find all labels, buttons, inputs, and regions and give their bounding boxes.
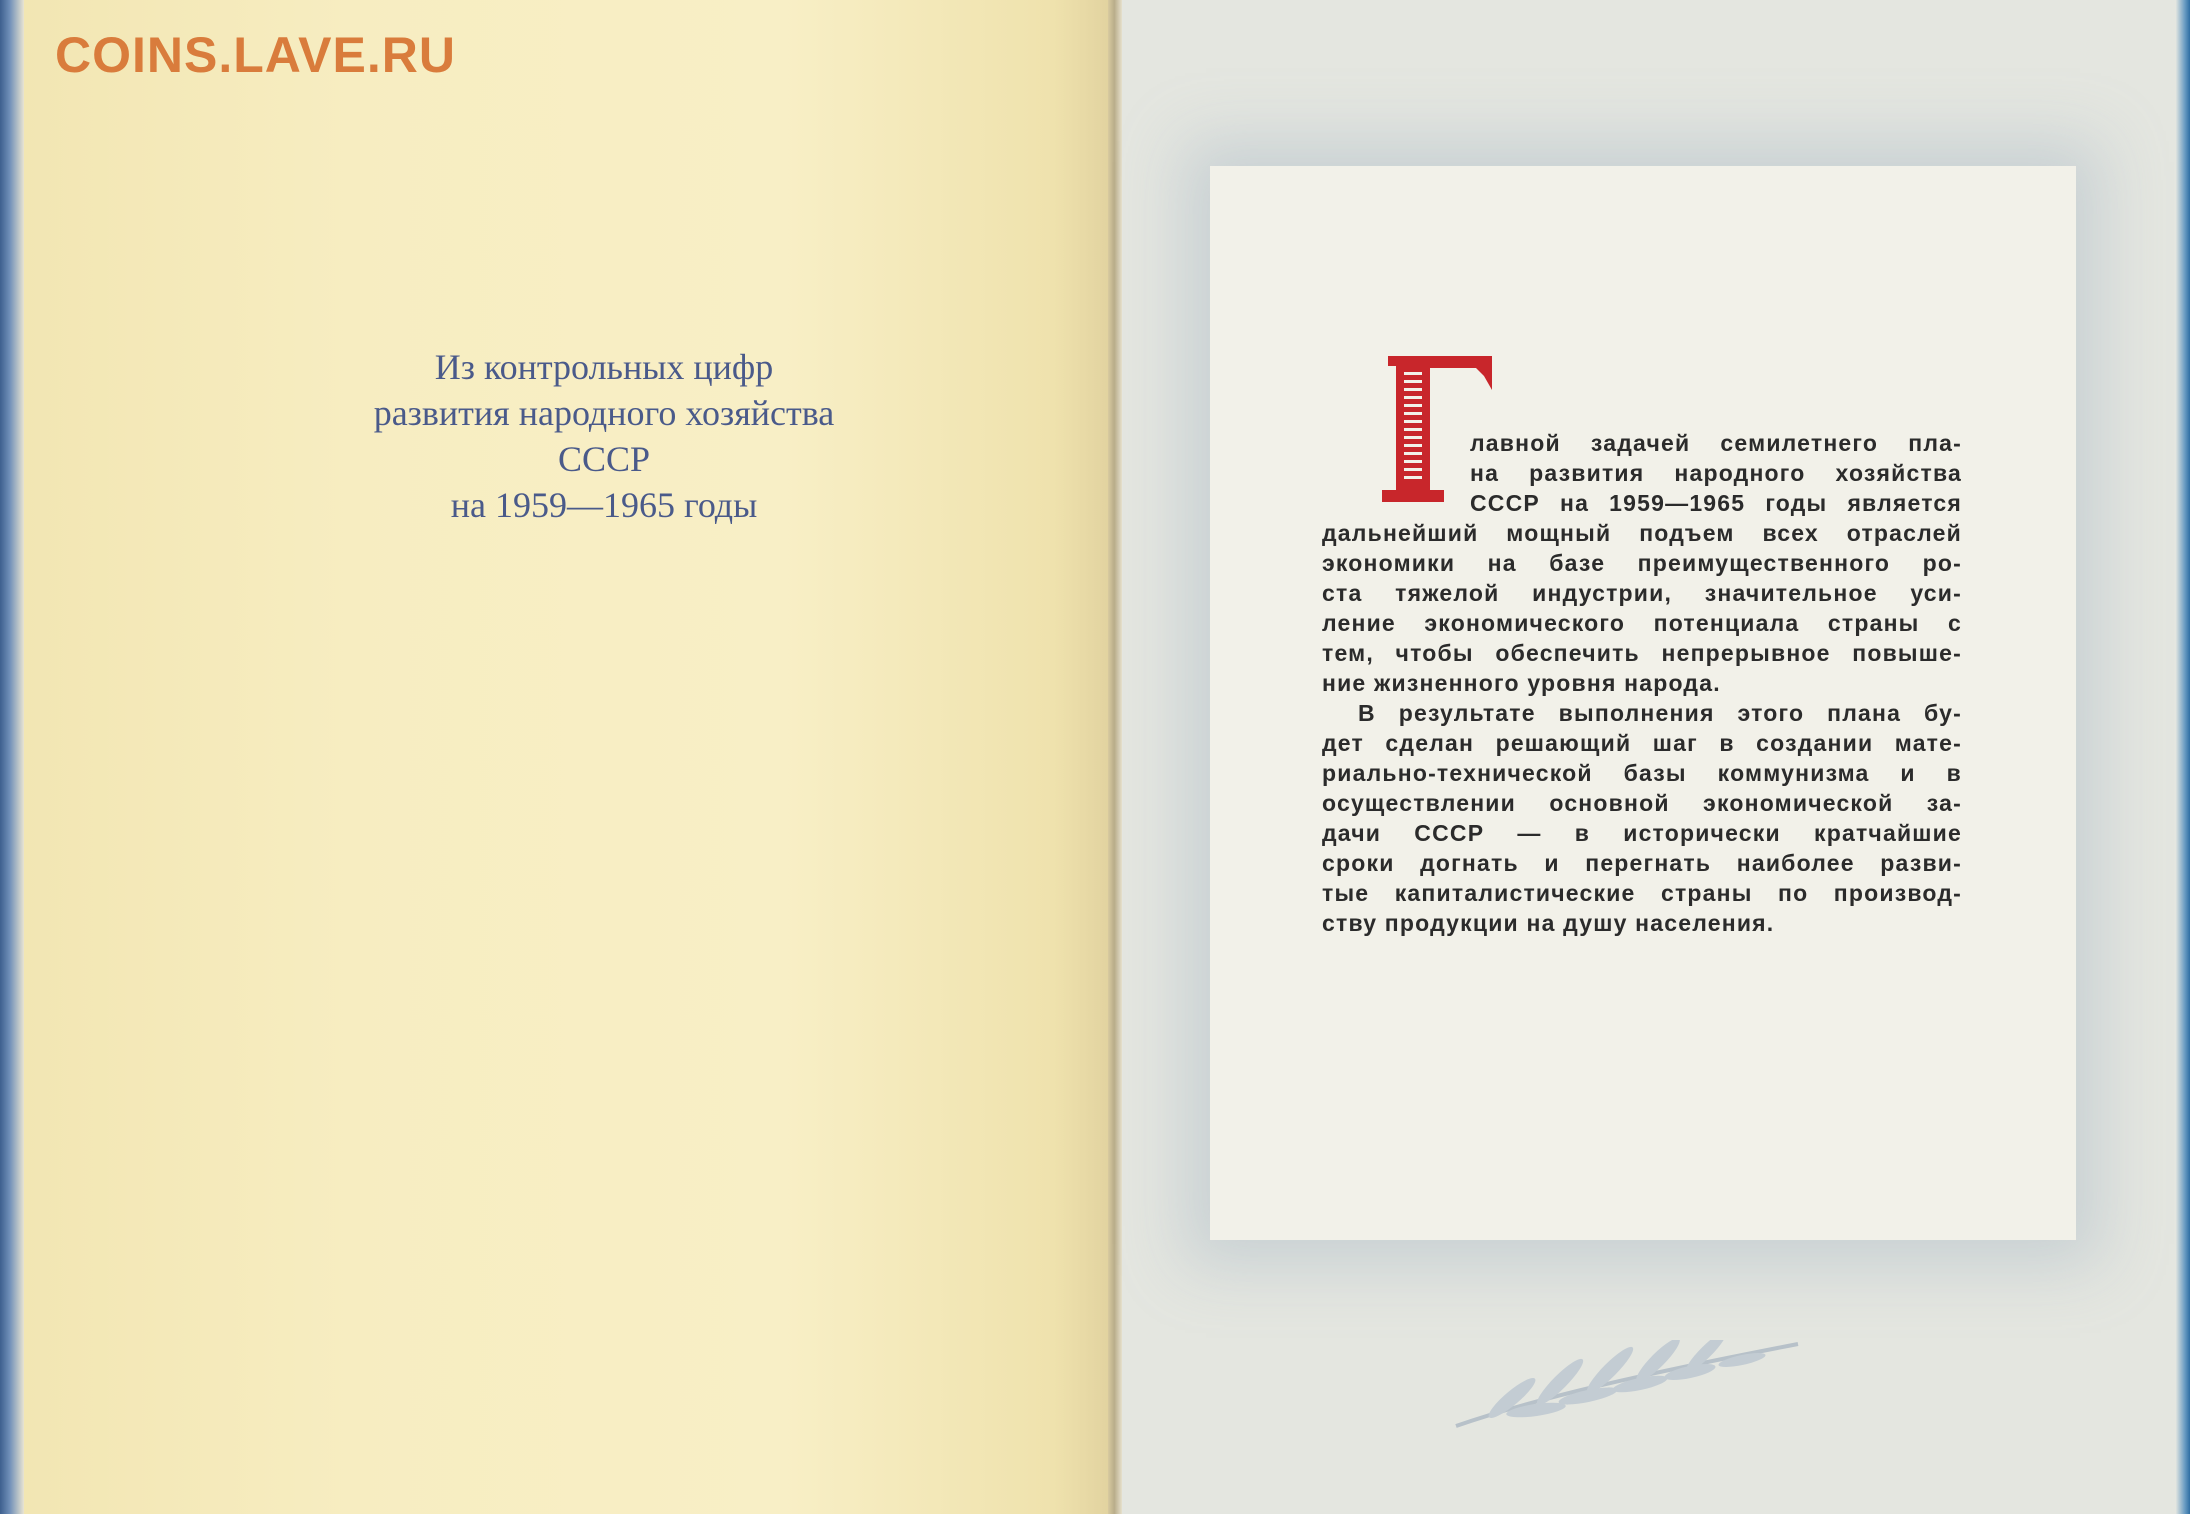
text-line: дальнейший мощный подъем всех отраслей <box>1322 520 1962 546</box>
left-page-heading <box>24 344 1184 528</box>
text-line: осуществлении основной экономической за- <box>1322 790 1962 816</box>
text-line: лавной задачей семилетнего пла- <box>1470 430 1962 456</box>
heading-line-1: Из контрольных цифр <box>434 347 774 387</box>
text-line: экономики на базе преимущественного ро- <box>1322 550 1962 576</box>
body-text <box>1322 428 1962 938</box>
text-line: тем, чтобы обеспечить непрерывное повыше- <box>1322 640 1962 666</box>
heading-line-3: СССР <box>557 439 651 479</box>
text-line: ние жизненного уровня народа. <box>1322 670 1721 696</box>
text-line: ление экономического потенциала страны с <box>1322 610 1962 636</box>
text-line: ста тяжелой индустрии, значительное уси- <box>1322 580 1962 606</box>
text-line: СССР на 1959—1965 годы является <box>1470 490 1962 516</box>
text-line: дет сделан решающий шаг в создании мате- <box>1322 730 1962 756</box>
text-line: тые капиталистические страны по производ- <box>1322 880 1962 906</box>
laurel-branch-icon <box>1452 1340 1802 1430</box>
text-line: дачи СССР — в исторически кратчайшие <box>1322 820 1962 846</box>
text-line: сроки догнать и перегнать наиболее разви- <box>1322 850 1962 876</box>
heading-line-4: на 1959—1965 годы <box>450 485 758 525</box>
left-page <box>24 0 1108 1514</box>
book-cover-edge-right <box>2176 0 2190 1514</box>
book-gutter <box>1108 0 1122 1514</box>
text-line: риально-технической базы коммунизма и в <box>1322 760 1962 786</box>
heading-line-2: развития народного хозяйства <box>373 393 835 433</box>
watermark: COINS.LAVE.RU <box>55 27 456 83</box>
text-line: В результате выполнения этого плана бу- <box>1358 700 1962 726</box>
text-line: на развития народного хозяйства <box>1470 460 1962 486</box>
text-line: ству продукции на душу населения. <box>1322 910 1775 936</box>
book-cover-edge-left <box>0 0 24 1514</box>
